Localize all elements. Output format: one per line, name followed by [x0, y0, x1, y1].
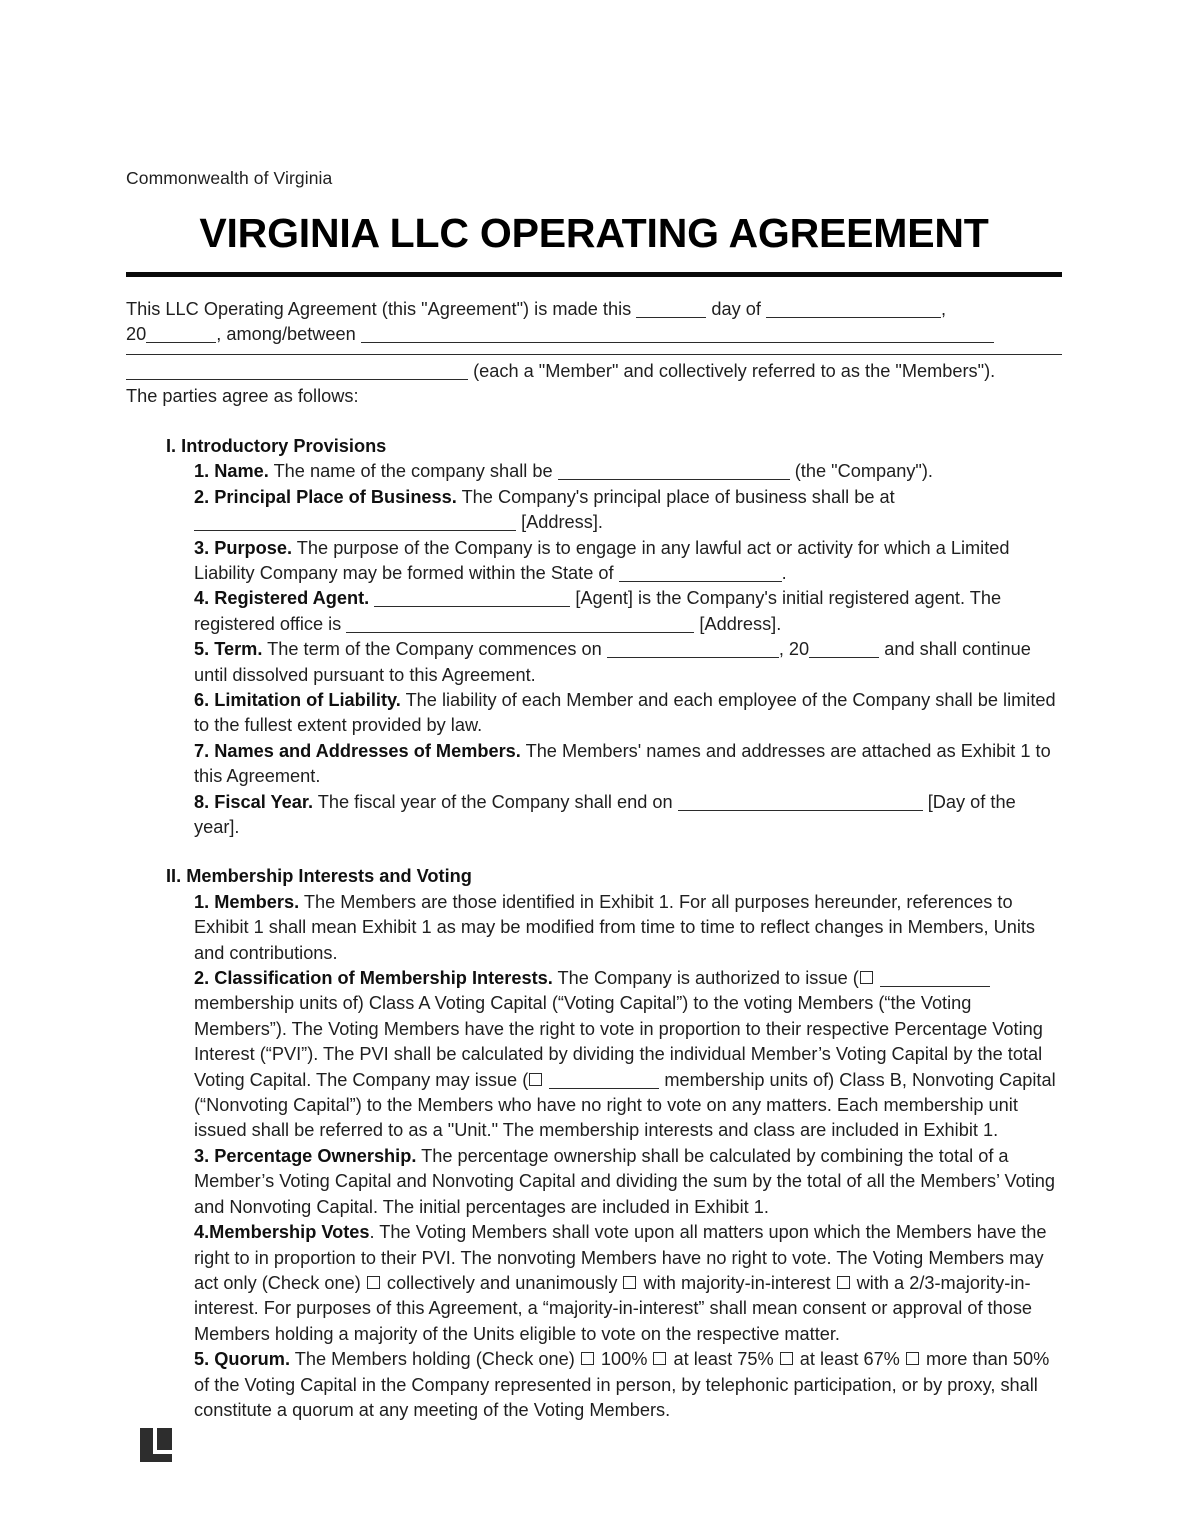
clause-text-mid: membership units of) Class A Voting Capital (“Voting Capital”) to the voting Members (“the Voting Members”). The Voting Members have the right to vote in proportion to their respective Percentage Voting Interest (“PVI”). The PVI shall be calculated by dividing the individual Member’s Voting Capital by the total Voting Capital. The Company may issue ( — [194, 993, 1043, 1090]
clause-limitation-of-liability — [194, 688, 1062, 739]
checkbox-quorum-75[interactable] — [653, 1352, 666, 1365]
clause-text: The fiscal year of the Company shall end on — [317, 791, 673, 812]
blank-day[interactable] — [636, 302, 706, 318]
clause-number: 8. — [194, 791, 210, 812]
blank-fiscal-year-end[interactable] — [678, 795, 923, 811]
clause-title: Quorum. — [214, 1349, 291, 1370]
clause-number: 4. — [194, 588, 210, 609]
clause-number: 5. — [194, 1349, 210, 1370]
clause-text-tail: [Day of the year]. — [194, 791, 1016, 838]
logo-icon — [140, 1428, 172, 1462]
clause-title: Purpose. — [214, 537, 293, 558]
clause-text: The name of the company shall be — [273, 461, 553, 482]
intro-line-4 — [126, 359, 1062, 385]
clause-title: Percentage Ownership. — [214, 1145, 417, 1166]
checkbox-vote-majority[interactable] — [623, 1276, 636, 1289]
clause-text: The Members holding (Check one) — [294, 1349, 575, 1370]
clause-number: 3. — [194, 1145, 210, 1166]
blank-commencement-year[interactable] — [809, 642, 879, 658]
jurisdiction-label: Commonwealth of Virginia — [126, 168, 333, 188]
clause-text-tail: For purposes of this Agreement, a “majority-in-interest” shall mean consent or approval of those Members holding a majority of the Units eligible to vote on the respective matter. — [194, 1298, 1033, 1344]
clause-number: 3. — [194, 537, 210, 558]
intro-line-5: The parties agree as follows: — [126, 386, 359, 407]
clause-title: Membership Votes — [209, 1222, 370, 1243]
clause-number: 5. — [194, 639, 210, 660]
clause-text: The percentage ownership shall be calculated by combining the total of a Member’s Voting Capital and Nonvoting Capital and dividing the sum by the total of all the Members’ Voting and Nonvoting Capital. The initial percentages are included in Exhibit 1. — [194, 1145, 1056, 1217]
blank-parties-1[interactable] — [361, 327, 994, 343]
clause-text: The term of the Company commences on — [267, 639, 602, 660]
clause-number: 2. — [194, 486, 210, 507]
blank-agent-name[interactable] — [374, 591, 570, 607]
clause-purpose — [194, 536, 1062, 587]
intro-text-a: This LLC Operating Agreement (this "Agreement") is made this — [126, 298, 632, 319]
section-heading: I. Introductory Provisions — [166, 435, 387, 456]
clause-number: 1. — [194, 891, 210, 912]
clause-text-tail: membership units of) Class B, Nonvoting Capital (“Nonvoting Capital”) to the Members who have no right to vote on any matters. Each membership unit issued shall be referred to as a "Unit." The membership interests and class are included in Exhibit 1. — [194, 1069, 1056, 1141]
clause-text-tail: and shall continue until dissolved pursuant to this Agreement. — [194, 639, 1031, 685]
intro-paragraph — [126, 297, 1062, 410]
section-membership-interests-and-voting — [126, 864, 1062, 1423]
intro-line-2 — [126, 322, 1062, 348]
clause-title: Classification of Membership Interests. — [214, 968, 553, 989]
blank-company-name[interactable] — [558, 464, 790, 480]
clause-membership-votes — [194, 1220, 1062, 1347]
clause-title: Term. — [214, 639, 263, 660]
blank-class-a-units[interactable] — [880, 971, 990, 987]
checkbox-quorum-100[interactable] — [581, 1352, 594, 1365]
checkbox-quorum-50[interactable] — [906, 1352, 919, 1365]
clause-text-tail: [Address]. — [699, 613, 782, 634]
legal-templates-logo — [140, 1428, 172, 1462]
document-body — [126, 434, 1062, 1423]
clause-text: The liability of each Member and each employee of the Company shall be limited to the fullest extent provided by law. — [194, 689, 1056, 736]
blank-registered-office[interactable] — [346, 617, 694, 633]
blank-commencement-date[interactable] — [607, 642, 779, 658]
intro-year-prefix: 20 — [126, 324, 147, 345]
checkbox-quorum-67[interactable] — [780, 1352, 793, 1365]
page-title: VIRGINIA LLC OPERATING AGREEMENT — [199, 209, 989, 256]
intro-line-1 — [126, 297, 1062, 323]
intro-among: , among/between — [216, 324, 356, 345]
intro-members-tail: (each a "Member" and collectively referred to as the "Members"). — [473, 360, 996, 381]
clause-text-tail: of the Voting Capital in the Company represented in person, by telephonic participation, or by proxy, shall constitute a quorum at any meeting of the Voting Members. — [194, 1374, 1038, 1420]
checkbox-vote-two-thirds[interactable] — [837, 1276, 850, 1289]
clause-title: Registered Agent. — [214, 588, 370, 609]
clause-text: The purpose of the Company is to engage in any lawful act or activity for which a Limited Liability Company may be formed within the State of — [194, 537, 1010, 583]
checkbox-vote-unanimous[interactable] — [367, 1276, 380, 1289]
clause-title: Name. — [214, 461, 269, 482]
intro-text-c: , — [940, 298, 947, 319]
clause-number: 2. — [194, 968, 210, 989]
clause-title: Fiscal Year. — [214, 791, 314, 812]
clause-quorum — [194, 1347, 1062, 1423]
clause-number: 4. — [194, 1222, 210, 1243]
clause-text: . The Voting Members shall vote upon all matters upon which the Members have the right to in proportion to their PVI. The nonvoting Members have no right to vote. The Voting Members may act only (Check one) — [194, 1222, 1047, 1293]
clause-term — [194, 637, 1062, 688]
checkbox-class-a-units[interactable] — [860, 971, 873, 984]
clause-text: The Company is authorized to issue ( — [557, 968, 859, 989]
clause-text-mid: , 20 — [778, 639, 810, 660]
clause-number: 7. — [194, 740, 210, 761]
clause-percentage-ownership — [194, 1144, 1062, 1220]
clause-list — [194, 459, 1062, 840]
checkbox-class-b-units[interactable] — [529, 1073, 542, 1086]
clause-title: Limitation of Liability. — [214, 689, 401, 710]
blank-year[interactable] — [146, 327, 216, 343]
clause-classification-of-membership-interests — [194, 966, 1062, 1144]
title-divider — [126, 272, 1062, 277]
clause-text-tail: . — [781, 562, 787, 583]
section-heading: II. Membership Interests and Voting — [166, 866, 472, 887]
clause-number: 6. — [194, 689, 210, 710]
clause-names-and-addresses — [194, 739, 1062, 790]
clause-members — [194, 890, 1062, 966]
blank-parties-3[interactable] — [126, 364, 468, 380]
blank-month[interactable] — [766, 302, 941, 318]
clause-text: The Members' names and addresses are attached as Exhibit 1 to this Agreement. — [194, 740, 1051, 787]
blank-class-b-units[interactable] — [549, 1073, 659, 1089]
blank-state[interactable] — [619, 566, 782, 582]
document-content — [126, 0, 1062, 1423]
clause-fiscal-year — [194, 790, 1062, 841]
clause-text-tail: [Address]. — [521, 512, 603, 533]
clause-name — [194, 459, 1062, 484]
option-label: with majority-in-interest — [643, 1272, 831, 1293]
option-label: 100% — [600, 1349, 648, 1370]
option-label: at least 67% — [799, 1349, 900, 1370]
intro-text-b: day of — [711, 298, 761, 319]
clause-text: The Members are those identified in Exhibit 1. For all purposes hereunder, references to Exhibit 1 shall mean Exhibit 1 as may be modified from time to time to reflect changes in Members, Units and contributions. — [194, 891, 1036, 963]
clause-text-tail: (the "Company"). — [794, 461, 933, 482]
clause-title: Principal Place of Business. — [214, 486, 457, 507]
clause-principal-place-of-business — [194, 485, 1062, 536]
section-introductory-provisions — [126, 434, 1062, 841]
option-label: collectively and unanimously — [386, 1272, 618, 1293]
clause-registered-agent — [194, 586, 1062, 637]
option-label: at least 75% — [673, 1349, 774, 1370]
blank-parties-2[interactable] — [126, 354, 1062, 355]
option-label: more than 50% — [925, 1349, 1050, 1370]
clause-title: Members. — [214, 891, 300, 912]
option-label: with a 2/3-majority-in-interest. — [194, 1272, 1031, 1319]
clause-text: [Agent] is the Company's initial registered agent. The registered office is — [194, 588, 1002, 634]
clause-number: 1. — [194, 461, 210, 482]
blank-business-address[interactable] — [194, 515, 516, 531]
clause-list — [194, 890, 1062, 1424]
clause-text: The Company's principal place of business shall be at — [461, 486, 895, 507]
clause-title: Names and Addresses of Members. — [214, 740, 521, 761]
